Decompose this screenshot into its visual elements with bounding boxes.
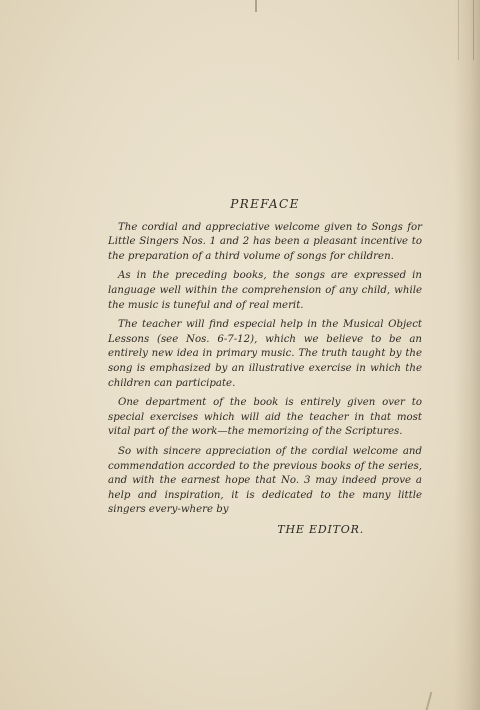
corner-fold-mark [458, 0, 474, 60]
preface-paragraph-3: The teacher will find especial help in the Musical Object Lessons (see Nos. 6-7-12), which we believe to be an entirely new idea in primary music. The truth taught by the song is emphasized by an illustrative exercise in which the children can participate. [108, 319, 422, 389]
preface-paragraph-1: The cordial and appreciative welcome given to Songs for Little Singers Nos. 1 and 2 has been a pleasant incentive to the preparation of a third volume of songs for children. [108, 221, 422, 262]
top-margin-mark [255, 0, 257, 12]
preface-paragraph-4: One department of the book is entirely given over to special exercises which will aid the teacher in that most vital part of the work—the memorizing of the Scriptures. [108, 397, 422, 438]
preface-text-block [108, 197, 422, 537]
bottom-margin-mark [426, 692, 433, 710]
preface-title: PREFACE [230, 197, 300, 211]
preface-paragraph-5: So with sincere appreciation of the cordial welcome and commendation accorded to the previous books of the series, and with the earnest hope that No. 3 may indeed prove a help and inspiration, it is dedicated to the many little singers every-where by [108, 445, 422, 516]
preface-paragraph-2: As in the preceding books, the songs are expressed in language well within the comprehension of any child, while the music is tuneful and of real merit. [108, 270, 422, 311]
editor-signature: THE EDITOR. [277, 522, 364, 536]
page-edge-shadow [454, 0, 480, 710]
